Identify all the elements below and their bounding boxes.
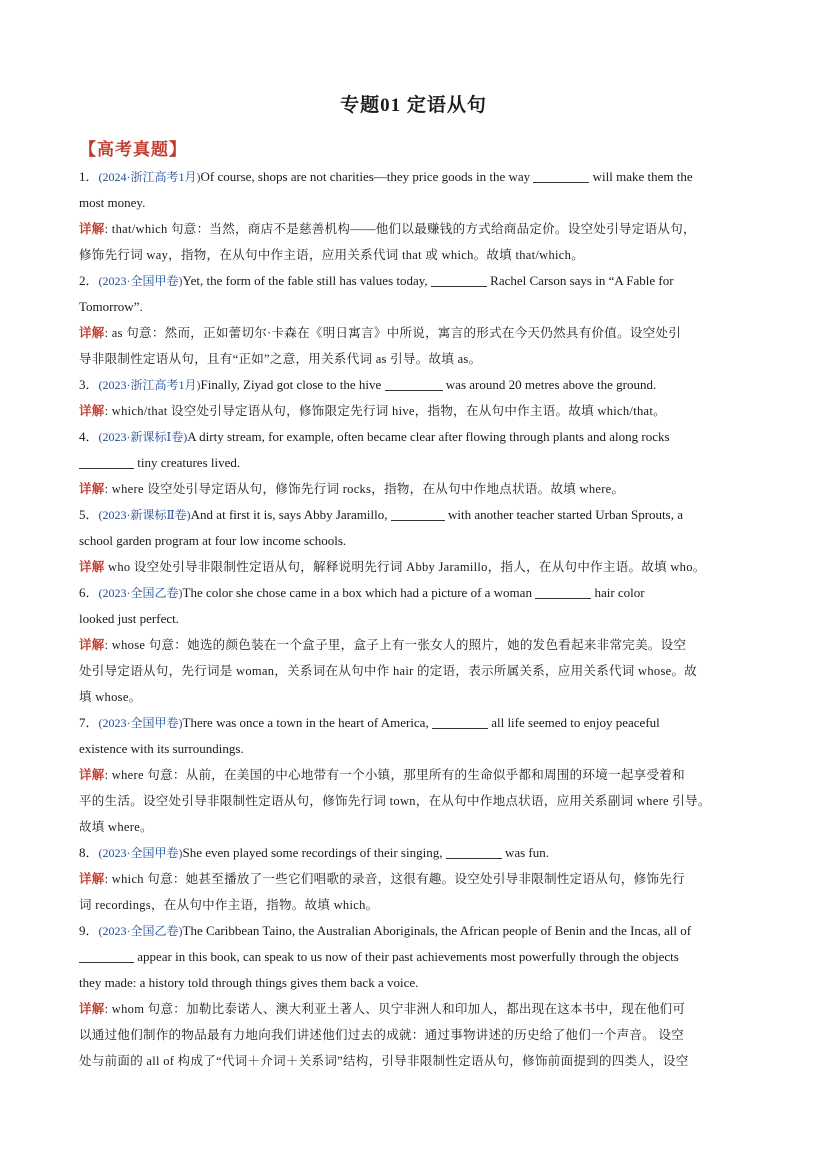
answer-explanation: 详解: that/which 句意：当然，商店不是慈善机构——他们以最赚钱的方式给商品定价。设空处引导定语从句， (79, 222, 696, 236)
answer-explanation: 详解 who 设空处引导非限制性定语从句，解释说明先行词 Abby Jaramillo，指人，在从句中作主语。故填 who。 (79, 560, 706, 574)
answer-blank (446, 844, 502, 859)
page-title: 专题01 定语从句 (340, 95, 487, 116)
question-item: 3．(2023·浙江高考1月)Finally, Ziyad got close to the hive was around 20 metres above the ground. 详解: which/that 设空处引导定语从句，修饰限定先行词 hive，指物，在从句中作主语。故填 which/that。 (79, 372, 749, 424)
question-item: 7．(2023·全国甲卷)There was once a town in the heart of America, all life seemed to enjoy peaceful existence with its surroundings. 详解: where 句意：从前，在美国的中心地带有一个小镇，那里所有的生命似乎都和周围的环境一起享受着和 平的生活。设空处引导非限制性定语从句，修饰先行词 town，在从句中作地点状语，应用关系副词 where 引导。 故填 where。 (79, 710, 749, 840)
question-source: (2023·全国甲卷) (98, 846, 183, 860)
question-item: 8．(2023·全国甲卷)She even played some recordings of their singing, was fun. 详解: which 句意：她甚至播放了一些它们唱歌的录音，这很有趣。设空处引导非限制性定语从句，修饰先行 词 recordings，在从句中作主语，指物。故填 which。 (79, 840, 749, 918)
answer-explanation: 详解: where 设空处引导定语从句，修饰先行词 rocks，指物，在从句中作地点状语。故填 where。 (79, 482, 625, 496)
question-item: 1．(2024·浙江高考1月)Of course, shops are not charities—they price goods in the way will make them the most money. 详解: that/which 句意：当然，商店不是慈善机构——他们以最赚钱的方式给商品定价。设空处引导定语从句， 修饰先行词 way，指物，在从句中作主语，应用关系代词 that 或 which。故填 that/which。 (79, 164, 749, 268)
answer-blank (535, 584, 591, 599)
explanation-label: 详解 (79, 638, 105, 652)
question-source: (2023·全国甲卷) (98, 716, 183, 730)
answer-explanation: 详解: where 句意：从前，在美国的中心地带有一个小镇，那里所有的生命似乎都和周围的环境一起享受着和 (79, 768, 685, 782)
answer-explanation: 详解: whose 句意：她选的颜色装在一个盒子里，盒子上有一张女人的照片，她的发色看起来非常完美。设空 (79, 638, 687, 652)
question-item: 5．(2023·新课标Ⅱ卷)And at first it is, says Abby Jaramillo, with another teacher started Urban Sprouts, a school garden program at four low income schools. 详解 who 设空处引导非限制性定语从句，解释说明先行词 Abby Jaramillo，指人，在从句中作主语。故填 who。 (79, 502, 749, 580)
answer-explanation: 详解: as 句意：然而，正如蕾切尔·卡森在《明日寓言》中所说，寓言的形式在今天仍然具有价值。设空处引 (79, 326, 682, 340)
explanation-label: 详解 (79, 768, 105, 782)
question-item: 4．(2023·新课标Ⅰ卷)A dirty stream, for example, often became clear after flowing through plants and along rocks tiny creatures lived. 详解: where 设空处引导定语从句，修饰先行词 rocks，指物，在从句中作地点状语。故填 where。 (79, 424, 749, 502)
question-source: (2023·全国乙卷) (98, 586, 183, 600)
answer-blank (432, 714, 488, 729)
explanation-label: 详解 (79, 326, 105, 340)
answer-explanation: 详解: whom 句意：加勒比泰诺人、澳大利亚土著人、贝宁非洲人和印加人，都出现在这本书中，现在他们可 (79, 1002, 686, 1016)
question-source: (2023·新课标Ⅱ卷) (98, 508, 191, 522)
question-source: (2023·新课标Ⅰ卷) (98, 430, 188, 444)
question-source: (2023·全国甲卷) (98, 274, 183, 288)
section-heading: 【高考真题】 (79, 140, 187, 159)
question-item: 2．(2023·全国甲卷)Yet, the form of the fable still has values today, Rachel Carson says in “A Fable for Tomorrow”. 详解: as 句意：然而，正如蕾切尔·卡森在《明日寓言》中所说，寓言的形式在今天仍然具有价值。设空处引 导非限制性定语从句，且有“正如”之意，用关系代词 as 引导。故填 as。 (79, 268, 749, 372)
explanation-label: 详解 (79, 482, 105, 496)
explanation-label: 详解 (79, 404, 105, 418)
answer-explanation: 详解: which 句意：她甚至播放了一些它们唱歌的录音，这很有趣。设空处引导非限制性定语从句，修饰先行 (79, 872, 685, 886)
answer-blank (79, 948, 134, 963)
question-source: (2023·浙江高考1月) (98, 378, 201, 392)
question-item: 9．(2023·全国乙卷)The Caribbean Taino, the Australian Aboriginals, the African people of Benin and the Incas, all of appear in this book, can speak to us now of their past achievements most powerfully through the objects they made: a history told through things gives them back a voice. 详解: whom 句意：加勒比泰诺人、澳大利亚土著人、贝宁非洲人和印加人，都出现在这本书中，现在他们可 以通过他们制作的物品最有力地向我们讲述他们过去的成就：通过事物讲述的历史给了他们一个声音。 设空 处与前面的 all of 构成了“代词＋介词＋关系词”结构，引导非限制性定语从句，修饰前面提到的四类人，设空 (79, 918, 749, 1074)
question-item: 6．(2023·全国乙卷)The color she chose came in a box which had a picture of a woman hair color looked just perfect. 详解: whose 句意：她选的颜色装在一个盒子里，盒子上有一张女人的照片，她的发色看起来非常完美。设空 处引导定语从句，先行词是 woman，关系词在从句中作 hair 的定语，表示所属关系，应用关系代词 whose。故 填 whose。 (79, 580, 749, 710)
question-source: (2023·全国乙卷) (98, 924, 183, 938)
explanation-label: 详解 (79, 1002, 105, 1016)
question-list (79, 164, 749, 1074)
question-source: (2024·浙江高考1月) (98, 170, 201, 184)
answer-blank (431, 272, 487, 287)
answer-blank (385, 376, 443, 391)
answer-blank (391, 506, 445, 521)
answer-explanation: 详解: which/that 设空处引导定语从句，修饰限定先行词 hive，指物，在从句中作主语。故填 which/that。 (79, 404, 666, 418)
answer-blank (533, 168, 589, 183)
explanation-label: 详解 (79, 872, 105, 886)
explanation-label: 详解 (79, 560, 105, 574)
answer-blank (79, 454, 134, 469)
explanation-label: 详解 (79, 222, 105, 236)
